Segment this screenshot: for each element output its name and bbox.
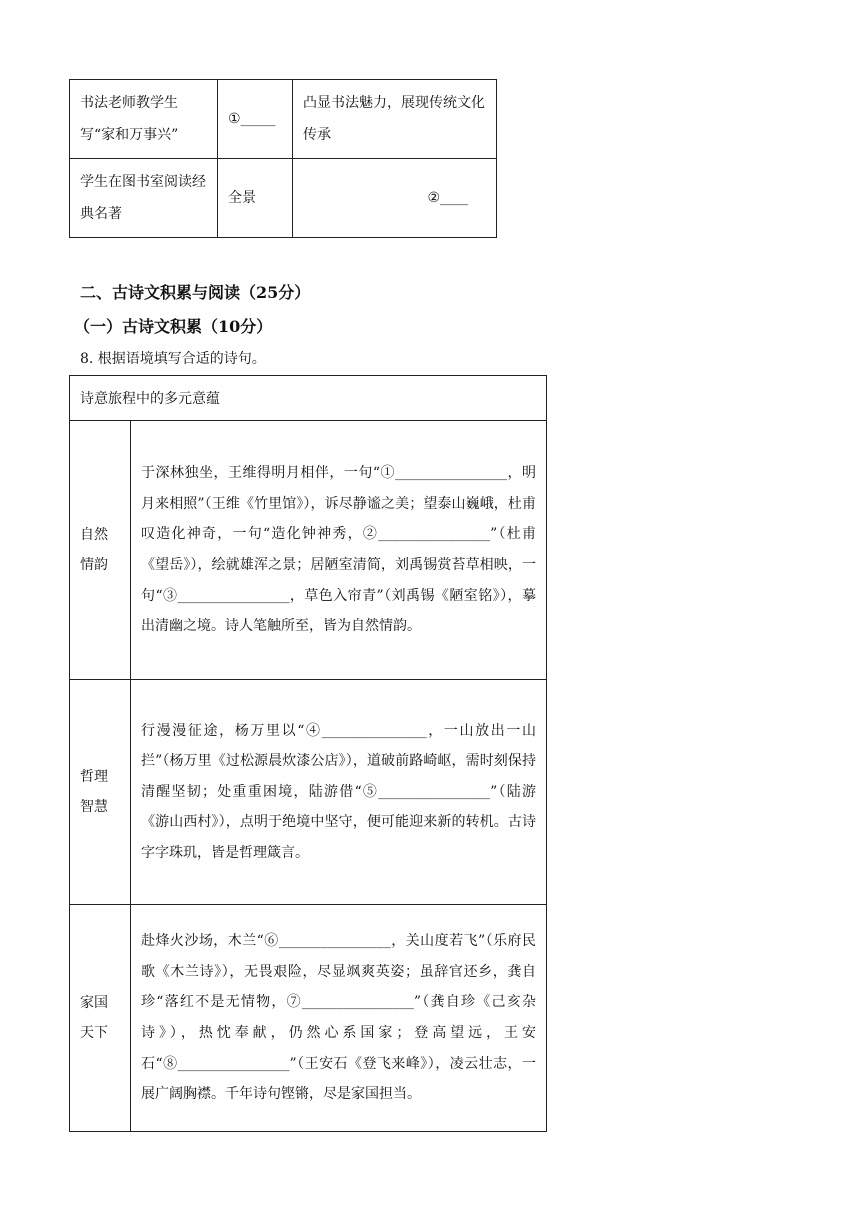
subsection-title: （一）古诗文积累（10分）	[74, 317, 273, 336]
section-title: 二、古诗文积累与阅读（25分）	[80, 283, 311, 302]
shot-cell: 全景	[218, 159, 293, 238]
table-row	[70, 421, 547, 680]
section-text: 于深林独坐，王维得明月相伴，一句“①________________，明月来相照”（王维《竹里馆》），诉尽静谧之美；望泰山巍峨，杜甫叹造化神奇，一句“造化钟神秀，②________________”（杜甫《望岳》），绘就雄浑之景；居陋室清简，刘禹锡赏苔草相映，一句“③________________，草色入帘青”（刘禹锡《陋室铭》），摹出清幽之境。诗人笔触所至，皆为自然情韵。	[131, 421, 547, 680]
shot-cell: ①_____	[218, 80, 293, 159]
section-label: 家国天下	[70, 905, 131, 1132]
table-row	[70, 159, 497, 238]
poetry-fill-table	[69, 375, 547, 1132]
section-label: 哲理智慧	[70, 680, 131, 905]
scene-cell: 学生在图书室阅读经典名著	[70, 159, 218, 238]
intent-cell: 凸显书法魅力，展现传统文化传承	[293, 80, 497, 159]
table-header-row	[70, 376, 547, 421]
intent-cell	[293, 159, 497, 238]
table-row	[70, 680, 547, 905]
section-text: 赴烽火沙场，木兰“⑥________________，关山度若飞”（乐府民歌《木兰诗》），无畏艰险，尽显飒爽英姿；虽辞官还乡，龚自珍“落红不是无情物，⑦________________”（龚自珍《己亥杂诗》），热忱奉献，仍然心系国家；登高望远，王安石“⑧________________”（王安石《登飞来峰》），凌云壮志，一展广阔胸襟。千年诗句铿锵，尽是家国担当。	[131, 905, 547, 1132]
question-prompt: 8. 根据语境填写合适的诗句。	[80, 351, 266, 367]
shot-design-table	[69, 79, 497, 238]
section-label: 自然情韵	[70, 421, 131, 680]
intent-blank: ②____	[427, 190, 468, 206]
table-row	[70, 80, 497, 159]
scene-cell: 书法老师教学生写“家和万事兴”	[70, 80, 218, 159]
table-row	[70, 905, 547, 1132]
section-text: 行漫漫征途，杨万里以“④_______________，一山放出一山拦”（杨万里《过松源晨炊漆公店》），道破前路崎岖，需时刻保持清醒坚韧；处重重困境，陆游借“⑤________________”（陆游《游山西村》），点明于绝境中坚守，便可能迎来新的转机。古诗字字珠玑，皆是哲理箴言。	[131, 680, 547, 905]
table-header: 诗意旅程中的多元意蕴	[70, 376, 547, 421]
